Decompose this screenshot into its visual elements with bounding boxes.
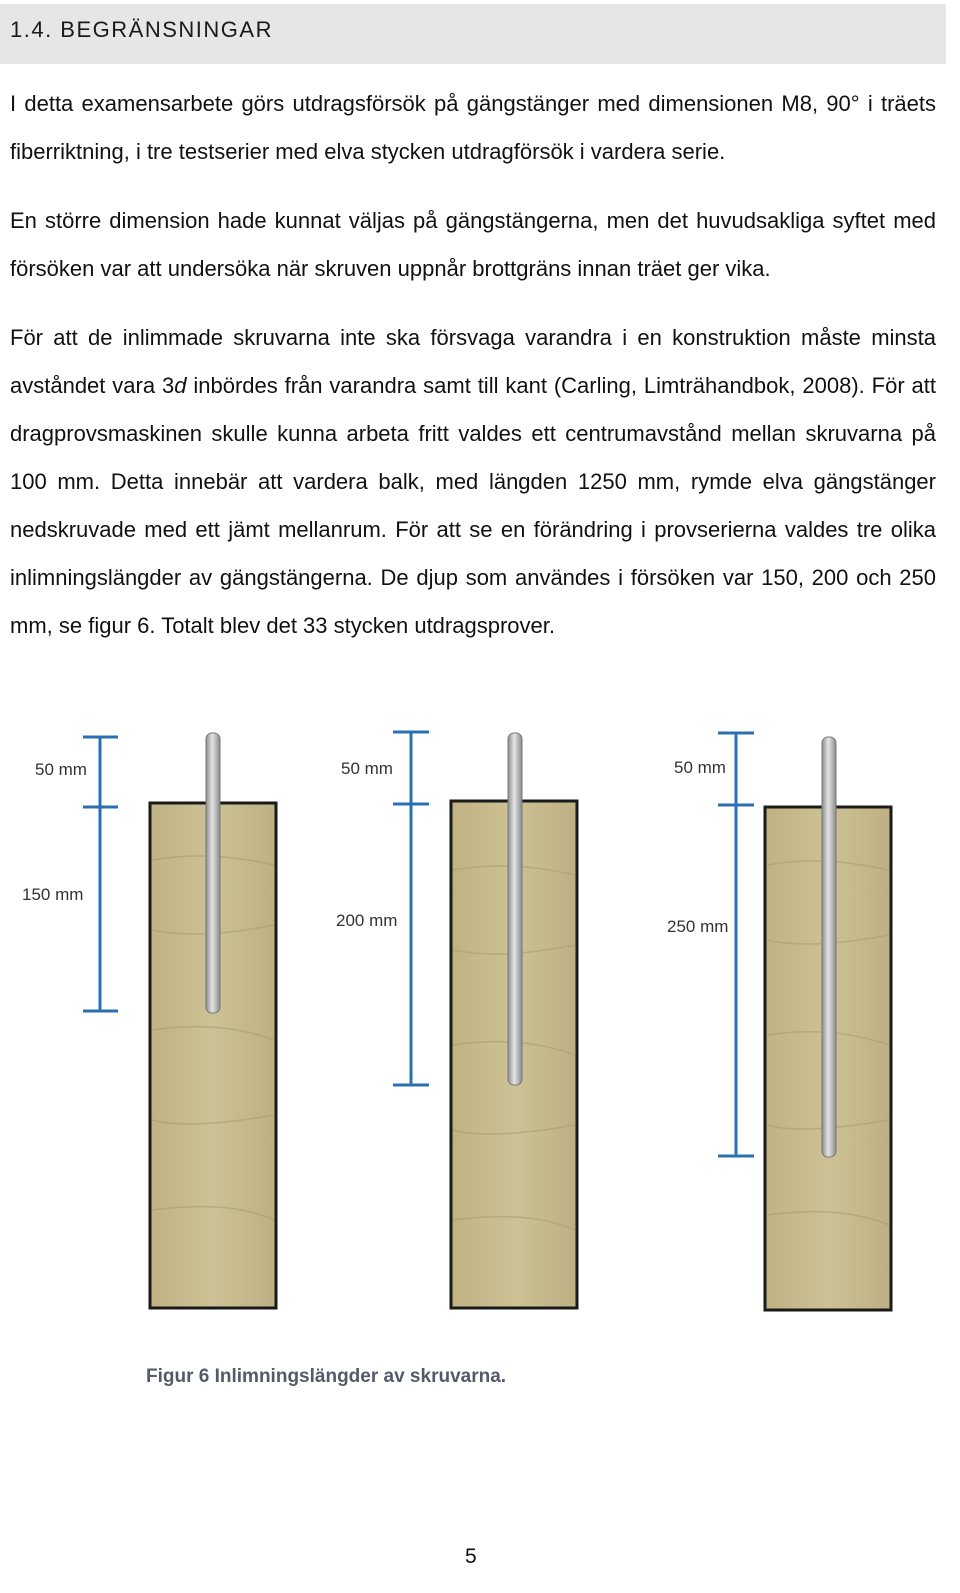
specimen-200	[336, 732, 577, 1308]
page-number: 5	[465, 1545, 477, 1568]
embedment-depth-figure	[0, 700, 960, 1340]
section-heading-bar	[0, 4, 946, 64]
depth-label: 150 mm	[22, 885, 84, 904]
protrusion-label: 50 mm	[341, 759, 393, 778]
dimension-line	[393, 732, 429, 1085]
dimension-line	[83, 737, 118, 1011]
threaded-rod	[206, 733, 220, 1013]
protrusion-label: 50 mm	[35, 760, 87, 779]
depth-label: 250 mm	[667, 917, 729, 936]
diameter-symbol: d	[174, 373, 187, 398]
paragraph-spacing-part-b: inbördes från varandra samt till kant (Carling, Limträhandbok, 2008). För att dragprovsmaskinen skulle kunna arbeta fritt valdes ett centrumavstånd mellan skruvarna på 100 mm. Detta innebär att vardera balk, med längden 1250 mm, rymde elva gängstänger nedskruvade med ett jämt mellanrum. För att se en förändring i provserierna valdes tre olika inlimningslängder av gängstängerna. De djup som användes i försöken var 150, 200 och 250 mm, se figur 6. Totalt blev det 33 stycken utdragsprover.	[10, 373, 936, 638]
dimension-line	[718, 733, 754, 1156]
paragraph-scope: I detta examensarbete görs utdragsförsök på gängstänger med dimensionen M8, 90° i träets fiberriktning, i tre testserier med elva stycken utdragförsök i vardera serie.	[10, 91, 936, 164]
paragraph-spacing	[10, 314, 936, 650]
section-heading: 1.4. BEGRÄNSNINGAR	[10, 17, 273, 42]
protrusion-label: 50 mm	[674, 758, 726, 777]
specimen-150	[22, 733, 276, 1308]
paragraph-purpose: En större dimension hade kunnat väljas på gängstängerna, men det huvudsakliga syftet med försöken var att undersöka när skruven uppnår brottgräns innan träet ger vika.	[10, 208, 936, 281]
threaded-rod	[822, 737, 836, 1157]
figure-caption: Figur 6 Inlimningslängder av skruvarna.	[146, 1366, 507, 1387]
paragraph-spacing-part-a: För att de inlimmade skruvarna inte ska försvaga varandra i en konstruktion måste minsta avståndet vara 3	[10, 325, 936, 398]
threaded-rod	[508, 733, 522, 1085]
specimen-250	[667, 733, 891, 1310]
depth-label: 200 mm	[336, 911, 398, 930]
